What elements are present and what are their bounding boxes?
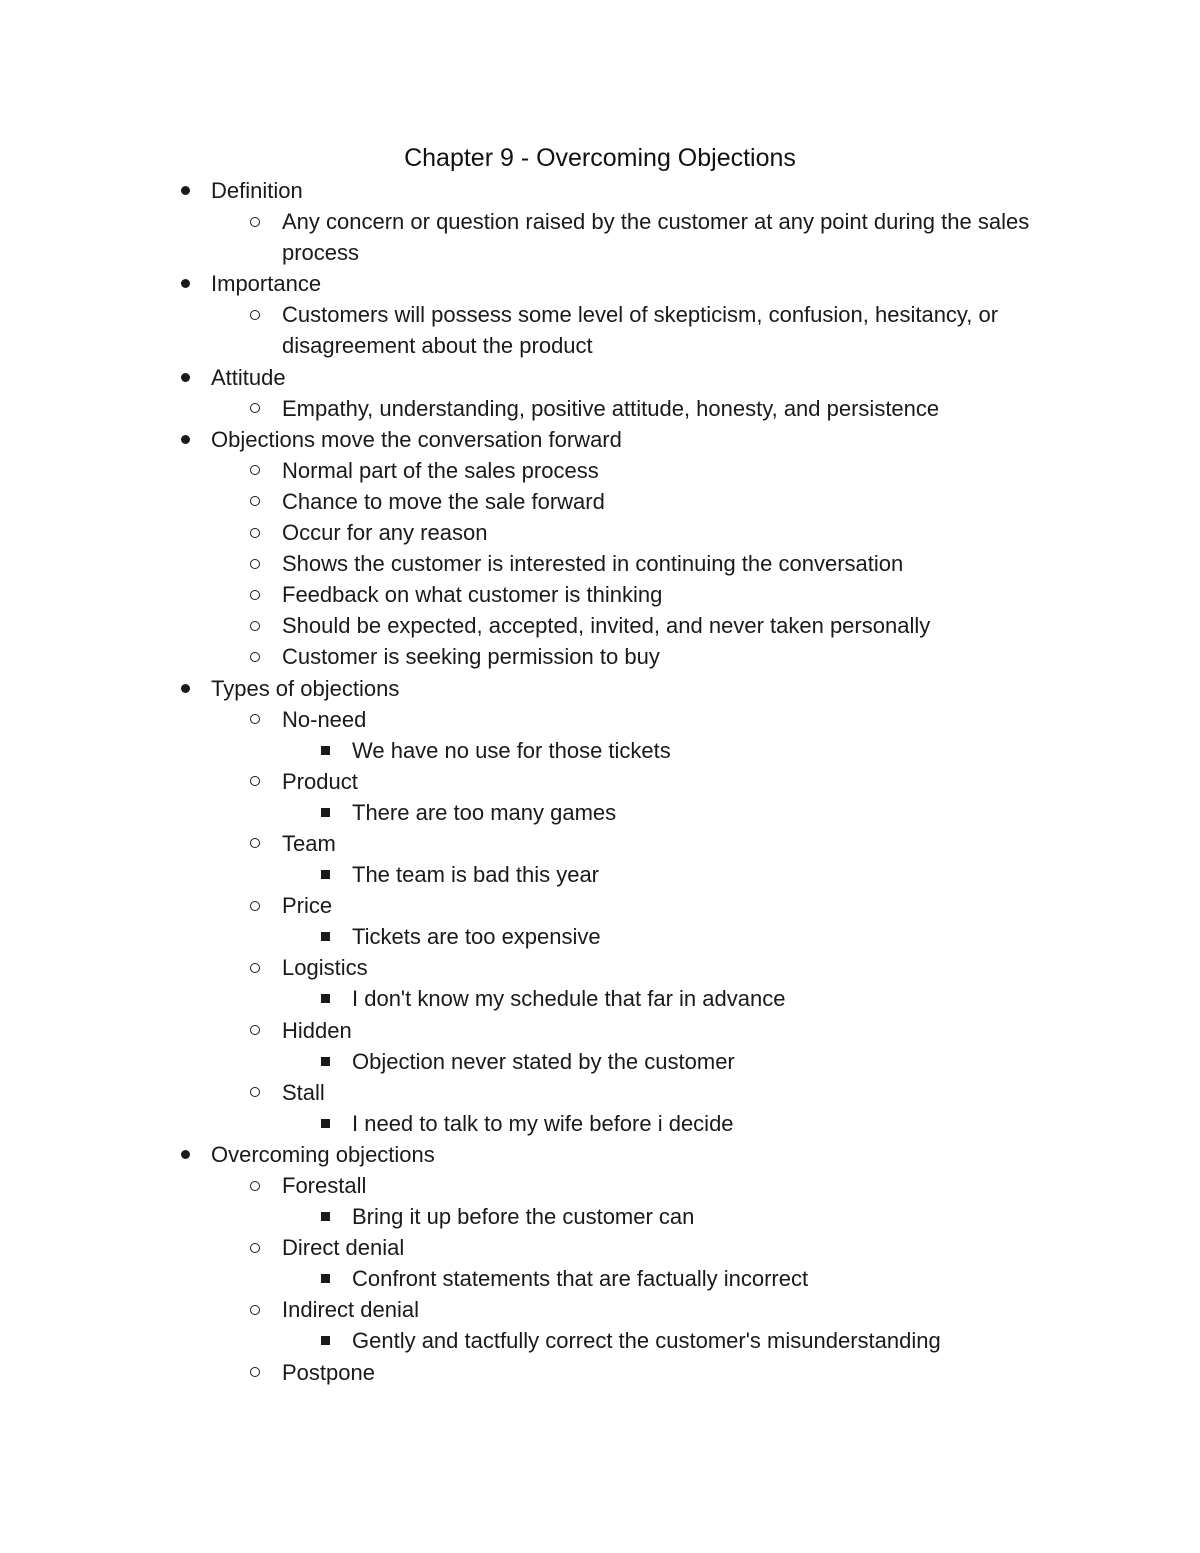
outline-text: Product <box>282 768 358 794</box>
filled-bullet-icon <box>175 175 195 206</box>
outline-text: Objections move the conversation forward <box>211 426 622 452</box>
outline-heading <box>170 424 1070 455</box>
outline-text: Normal part of the sales process <box>282 457 599 483</box>
hollow-bullet-icon <box>245 206 265 237</box>
hollow-bullet-icon <box>245 486 265 517</box>
hollow-bullet-icon <box>245 548 265 579</box>
outline-subitem <box>170 890 1070 921</box>
outline-detail <box>170 1263 1070 1294</box>
outline-subitem <box>170 1077 1070 1108</box>
square-bullet-icon <box>315 983 335 1014</box>
outline-subitem <box>170 548 1070 579</box>
filled-bullet-icon <box>175 673 195 704</box>
outline-detail <box>170 1201 1070 1232</box>
square-bullet-icon <box>315 1263 335 1294</box>
square-bullet-icon <box>315 859 335 890</box>
outline-detail <box>170 797 1070 828</box>
hollow-bullet-icon <box>245 890 265 921</box>
outline-text: Customer is seeking permission to buy <box>282 644 660 670</box>
outline-text: Overcoming objections <box>211 1141 435 1167</box>
outline-subitem <box>170 610 1070 641</box>
outline-heading <box>170 268 1070 299</box>
outline-text: Empathy, understanding, positive attitude, honesty, and persistence <box>282 395 940 421</box>
outline-text: The team is bad this year <box>352 862 600 888</box>
outline-subitem <box>170 206 1070 268</box>
hollow-bullet-icon <box>245 828 265 859</box>
hollow-bullet-icon <box>245 766 265 797</box>
square-bullet-icon <box>315 1325 335 1356</box>
outline-text: Postpone <box>282 1359 375 1385</box>
outline-subitem <box>170 828 1070 859</box>
outline-text: Occur for any reason <box>282 520 488 546</box>
outline-subitem <box>170 766 1070 797</box>
outline-detail <box>170 859 1070 890</box>
outline-detail <box>170 1046 1070 1077</box>
hollow-bullet-icon <box>245 1170 265 1201</box>
outline-text: I need to talk to my wife before i decide <box>352 1110 734 1136</box>
outline-text: I don't know my schedule that far in advance <box>352 986 786 1012</box>
outline-text: Team <box>282 830 336 856</box>
outline-text: Tickets are too expensive <box>352 924 601 950</box>
outline-subitem <box>170 952 1070 983</box>
outline-text: Stall <box>282 1079 325 1105</box>
hollow-bullet-icon <box>245 1357 265 1388</box>
outline-text: Shows the customer is interested in continuing the conversation <box>282 551 904 577</box>
outline-text: Any concern or question raised by the customer at any point during the sales process <box>282 209 1030 266</box>
outline-text: Hidden <box>282 1017 352 1043</box>
hollow-bullet-icon <box>245 1232 265 1263</box>
outline-text: There are too many games <box>352 799 617 825</box>
outline-text: Customers will possess some level of skepticism, confusion, hesitancy, or disagreement about the product <box>282 302 999 359</box>
outline-heading <box>170 673 1070 704</box>
outline-detail <box>170 1108 1070 1139</box>
outline-text: Bring it up before the customer can <box>352 1204 695 1230</box>
outline-detail <box>170 921 1070 952</box>
square-bullet-icon <box>315 735 335 766</box>
outline-text: Chance to move the sale forward <box>282 488 605 514</box>
outline-subitem <box>170 641 1070 672</box>
outline-subitem <box>170 1232 1070 1263</box>
outline-subitem <box>170 1170 1070 1201</box>
outline-text: Logistics <box>282 955 368 981</box>
outline-subitem <box>170 1015 1070 1046</box>
outline-text: Feedback on what customer is thinking <box>282 582 663 608</box>
outline-subitem <box>170 393 1070 424</box>
hollow-bullet-icon <box>245 1015 265 1046</box>
hollow-bullet-icon <box>245 1077 265 1108</box>
outline-text: Indirect denial <box>282 1297 419 1323</box>
outline-subitem <box>170 704 1070 735</box>
filled-bullet-icon <box>175 268 195 299</box>
outline-subitem <box>170 1294 1070 1325</box>
outline-subitem <box>170 299 1070 361</box>
outline-text: Attitude <box>211 364 286 390</box>
outline-subitem <box>170 455 1070 486</box>
hollow-bullet-icon <box>245 517 265 548</box>
square-bullet-icon <box>315 1201 335 1232</box>
outline-text: Confront statements that are factually incorrect <box>352 1266 809 1292</box>
outline-heading <box>170 175 1070 206</box>
outline-subitem <box>170 517 1070 548</box>
hollow-bullet-icon <box>245 1294 265 1325</box>
filled-bullet-icon <box>175 424 195 455</box>
outline-detail <box>170 983 1070 1014</box>
outline-text: Price <box>282 893 333 919</box>
outline-text: Definition <box>211 178 303 203</box>
hollow-bullet-icon <box>245 455 265 486</box>
hollow-bullet-icon <box>245 610 265 641</box>
hollow-bullet-icon <box>245 299 265 330</box>
page-title: Chapter 9 - Overcoming Objections <box>404 144 796 172</box>
outline-text: Forestall <box>282 1173 367 1198</box>
outline-subitem <box>170 1357 1070 1388</box>
outline-detail <box>170 1325 1070 1356</box>
square-bullet-icon <box>315 1108 335 1139</box>
outline-text: Should be expected, accepted, invited, and never taken personally <box>282 613 931 639</box>
hollow-bullet-icon <box>245 704 265 735</box>
outline-text: We have no use for those tickets <box>352 737 671 763</box>
outline-subitem <box>170 486 1070 517</box>
outline-heading <box>170 362 1070 393</box>
square-bullet-icon <box>315 1046 335 1077</box>
square-bullet-icon <box>315 921 335 952</box>
outline-text: Importance <box>211 271 322 297</box>
outline-text: Gently and tactfully correct the customer's misunderstanding <box>352 1328 941 1354</box>
outline-detail <box>170 735 1070 766</box>
hollow-bullet-icon <box>245 579 265 610</box>
outline-text: Objection never stated by the customer <box>352 1048 735 1074</box>
outline-heading <box>170 1139 1070 1170</box>
filled-bullet-icon <box>175 1139 195 1170</box>
outline-subitem <box>170 579 1070 610</box>
hollow-bullet-icon <box>245 641 265 672</box>
notes-outline <box>170 175 1070 1388</box>
square-bullet-icon <box>315 797 335 828</box>
outline-text: Types of objections <box>211 675 400 701</box>
filled-bullet-icon <box>175 362 195 393</box>
hollow-bullet-icon <box>245 952 265 983</box>
hollow-bullet-icon <box>245 393 265 424</box>
outline-text: No-need <box>282 706 367 732</box>
outline-text: Direct denial <box>282 1235 405 1261</box>
